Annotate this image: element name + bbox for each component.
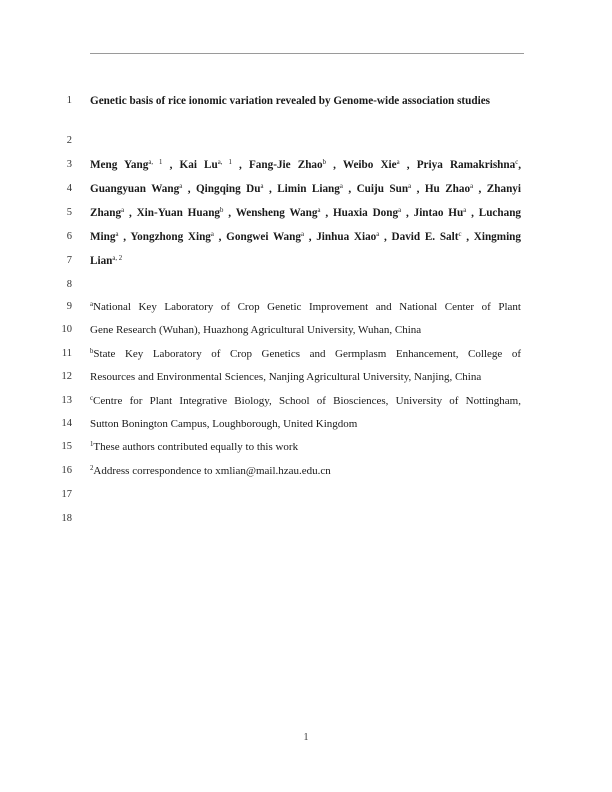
header-rule: [90, 53, 524, 54]
author-name: , Limin Liang: [268, 183, 340, 195]
author-affiliation-mark: a: [398, 207, 402, 214]
line-17: [0, 487, 612, 503]
author-name: , Fang-Jie Zhao: [239, 159, 323, 171]
author-affiliation-mark: b: [322, 159, 327, 166]
affiliation-a-line-2: Gene Research (Wuhan), Huazhong Agricultural University, Wuhan, China: [90, 324, 422, 336]
line-number: 17: [61, 489, 72, 500]
author-line-5: [90, 205, 521, 221]
author-name: , Qingqing Du: [187, 183, 261, 195]
author-name: , Jintao Hu: [405, 207, 464, 219]
affiliation-text: Centre for Plant Integrative Biology, School of Biosciences, University of Nottingham,: [93, 395, 521, 407]
author-name: , David E. Salt: [384, 231, 459, 243]
author-name: , Yongzhong Xing: [123, 231, 211, 243]
footnote-correspondence: [90, 463, 521, 479]
line-number: 2: [66, 135, 72, 146]
line-number: 7: [66, 255, 72, 266]
footnote-equal-contribution: [90, 439, 521, 455]
affiliation-mark: c: [90, 395, 94, 402]
author-affiliation-mark: a, 1: [148, 159, 163, 166]
author-line-6: [90, 229, 521, 245]
line-number: 15: [61, 441, 72, 452]
author-name: Zhang: [90, 207, 122, 219]
author-affiliation-mark: a: [260, 183, 264, 190]
author-line-3: [90, 157, 521, 173]
author-affiliation-mark: a: [210, 231, 214, 238]
author-separator: ,: [518, 159, 522, 171]
footnote-text: These authors contributed equally to this work: [93, 441, 299, 453]
line-number: 10: [61, 324, 72, 335]
line-9: [0, 299, 612, 315]
author-name: , Huaxia Dong: [325, 207, 399, 219]
line-number: 8: [66, 279, 72, 290]
line-7: [0, 253, 612, 269]
line-number: 5: [66, 207, 72, 218]
author-name: , Cuiju Sun: [348, 183, 409, 195]
line-13: [0, 393, 612, 409]
line-5: [0, 205, 612, 221]
line-3: [0, 157, 612, 173]
author-affiliation-mark: a: [463, 207, 467, 214]
author-affiliation-mark: a: [115, 231, 119, 238]
line-11: [0, 346, 612, 362]
author-affiliation-mark: a: [317, 207, 321, 214]
author-name: , Priya Ramakrishna: [406, 159, 516, 171]
line-15: [0, 439, 612, 455]
author-name: , Weibo Xie: [333, 159, 397, 171]
author-name: , Gongwei Wang: [218, 231, 301, 243]
line-number: 14: [61, 418, 72, 429]
line-number: 16: [61, 465, 72, 476]
author-affiliation-mark: c: [458, 231, 462, 238]
author-affiliation-mark: c: [515, 159, 519, 166]
affiliation-text: State Key Laboratory of Crop Genetics and Germplasm Enhancement, College of: [93, 348, 521, 360]
line-number: 18: [61, 513, 72, 524]
line-8: [0, 277, 612, 293]
page-number: 1: [303, 732, 309, 743]
author-name: , Hu Zhao: [416, 183, 471, 195]
author-affiliation-mark: a: [396, 159, 400, 166]
author-name: , Zhanyi: [478, 183, 521, 195]
author-affiliation-mark: a: [470, 183, 474, 190]
line-number: 3: [66, 159, 72, 170]
author-affiliation-mark: a: [376, 231, 380, 238]
line-number: 13: [61, 395, 72, 406]
author-name: Ming: [90, 231, 116, 243]
affiliation-a-line-1: [90, 299, 521, 315]
line-6: [0, 229, 612, 245]
affiliation-c-line-1: [90, 393, 521, 409]
affiliation-text: National Key Laboratory of Crop Genetic Improvement and National Center of Plant: [93, 301, 521, 313]
author-line-7: [90, 253, 521, 269]
line-number: 6: [66, 231, 72, 242]
author-name: Guangyuan Wang: [90, 183, 180, 195]
line-1: [0, 93, 612, 109]
affiliation-mark: b: [90, 348, 94, 355]
line-number: 12: [61, 371, 72, 382]
footnote-text: Address correspondence to xmlian@mail.hzau.edu.cn: [93, 465, 331, 477]
affiliation-b-line-2: Resources and Environmental Sciences, Nanjing Agricultural University, Nanjing, China: [90, 371, 482, 383]
author-name: Lian: [90, 255, 113, 267]
line-number: 4: [66, 183, 72, 194]
author-line-4: [90, 181, 521, 197]
line-12: [0, 369, 612, 385]
author-affiliation-mark: b: [220, 207, 224, 214]
affiliation-mark: a: [90, 301, 94, 308]
line-number: 1: [66, 95, 72, 106]
line-number: 9: [66, 301, 72, 312]
author-name: Meng Yang: [90, 159, 149, 171]
line-4: [0, 181, 612, 197]
author-name: , Luchang: [471, 207, 522, 219]
footnote-mark: 1: [90, 441, 94, 448]
author-affiliation-mark: a: [408, 183, 412, 190]
author-affiliation-mark: a: [300, 231, 304, 238]
line-number: 11: [61, 348, 72, 359]
line-14: [0, 416, 612, 432]
author-name: , Xingming: [466, 231, 521, 243]
paper-title: Genetic basis of rice ionomic variation revealed by Genome-wide association studies: [90, 95, 491, 107]
line-16: [0, 463, 612, 479]
affiliation-b-line-1: [90, 346, 521, 362]
author-affiliation-mark: a: [121, 207, 125, 214]
author-name: , Jinhua Xiao: [308, 231, 377, 243]
author-affiliation-mark: a: [179, 183, 183, 190]
author-name: , Kai Lu: [169, 159, 218, 171]
line-2: [0, 133, 612, 149]
author-name: , Wensheng Wang: [228, 207, 318, 219]
author-affiliation-mark: a: [339, 183, 343, 190]
author-affiliation-mark: a, 1: [217, 159, 232, 166]
line-10: [0, 322, 612, 338]
footnote-mark: 2: [90, 465, 94, 472]
affiliation-c-line-2: Sutton Bonington Campus, Loughborough, United Kingdom: [90, 418, 358, 430]
author-name: , Xin-Yuan Huang: [128, 207, 221, 219]
line-18: [0, 511, 612, 527]
author-affiliation-mark: a, 2: [112, 255, 123, 262]
